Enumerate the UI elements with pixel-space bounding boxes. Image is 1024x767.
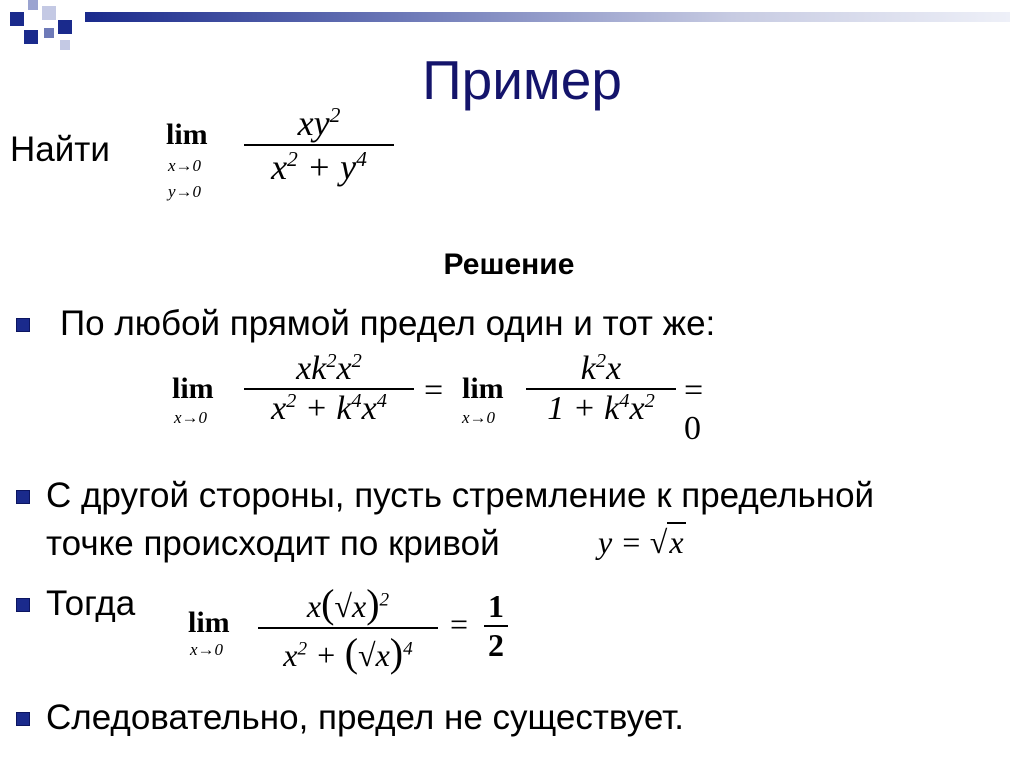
bullet-marker: [16, 598, 30, 612]
bullet-text-1: По любой прямой предел один и тот же:: [60, 304, 716, 343]
lim-subscript: x→0: [462, 408, 496, 427]
fraction-2a: $xk^2x^2$ $x^2 + k^4x^4$: [244, 350, 414, 428]
lim-subscript: x→0: [174, 408, 208, 427]
slide-title: Пример: [422, 49, 622, 111]
bullet-text-2: С другой стороны, пусть стремление к предельной: [46, 476, 875, 515]
lim-subscript-y: y→0: [168, 182, 202, 201]
header-gradient-bar: [85, 12, 1010, 22]
lim-operator: lim: [172, 372, 214, 405]
lim-subscript-x: x→0: [168, 156, 202, 175]
fraction-2b: $k^2x$ $1 + k^4x^2$: [526, 350, 676, 428]
equals-sign: =: [450, 606, 469, 642]
equals-sign: =: [424, 372, 444, 409]
bullet-marker: [16, 712, 30, 726]
bullet-marker: [16, 318, 30, 332]
bullet-text-3: Тогда: [46, 584, 136, 623]
fraction-1: $xy^2$ $x^2 + y^4$: [244, 102, 394, 188]
find-label: Найти: [10, 130, 110, 169]
result-zero: = 0: [684, 372, 704, 447]
curve-formula: y = √x: [598, 524, 684, 560]
lim-operator: lim: [462, 372, 504, 405]
solution-heading: Решение: [443, 248, 575, 281]
lim-subscript: x→0: [190, 640, 224, 659]
lim-operator: lim: [166, 118, 208, 151]
lim-operator: lim: [188, 606, 230, 639]
result-fraction: 1 2: [484, 588, 508, 664]
bullet-text-2-cont: точке происходит по кривой: [46, 524, 500, 563]
fraction-3: $x(√x)^2$ $x^2 + (√x)^4$: [258, 580, 438, 676]
bullet-marker: [16, 490, 30, 504]
bullet-text-4: Следовательно, предел не существует.: [46, 698, 685, 737]
